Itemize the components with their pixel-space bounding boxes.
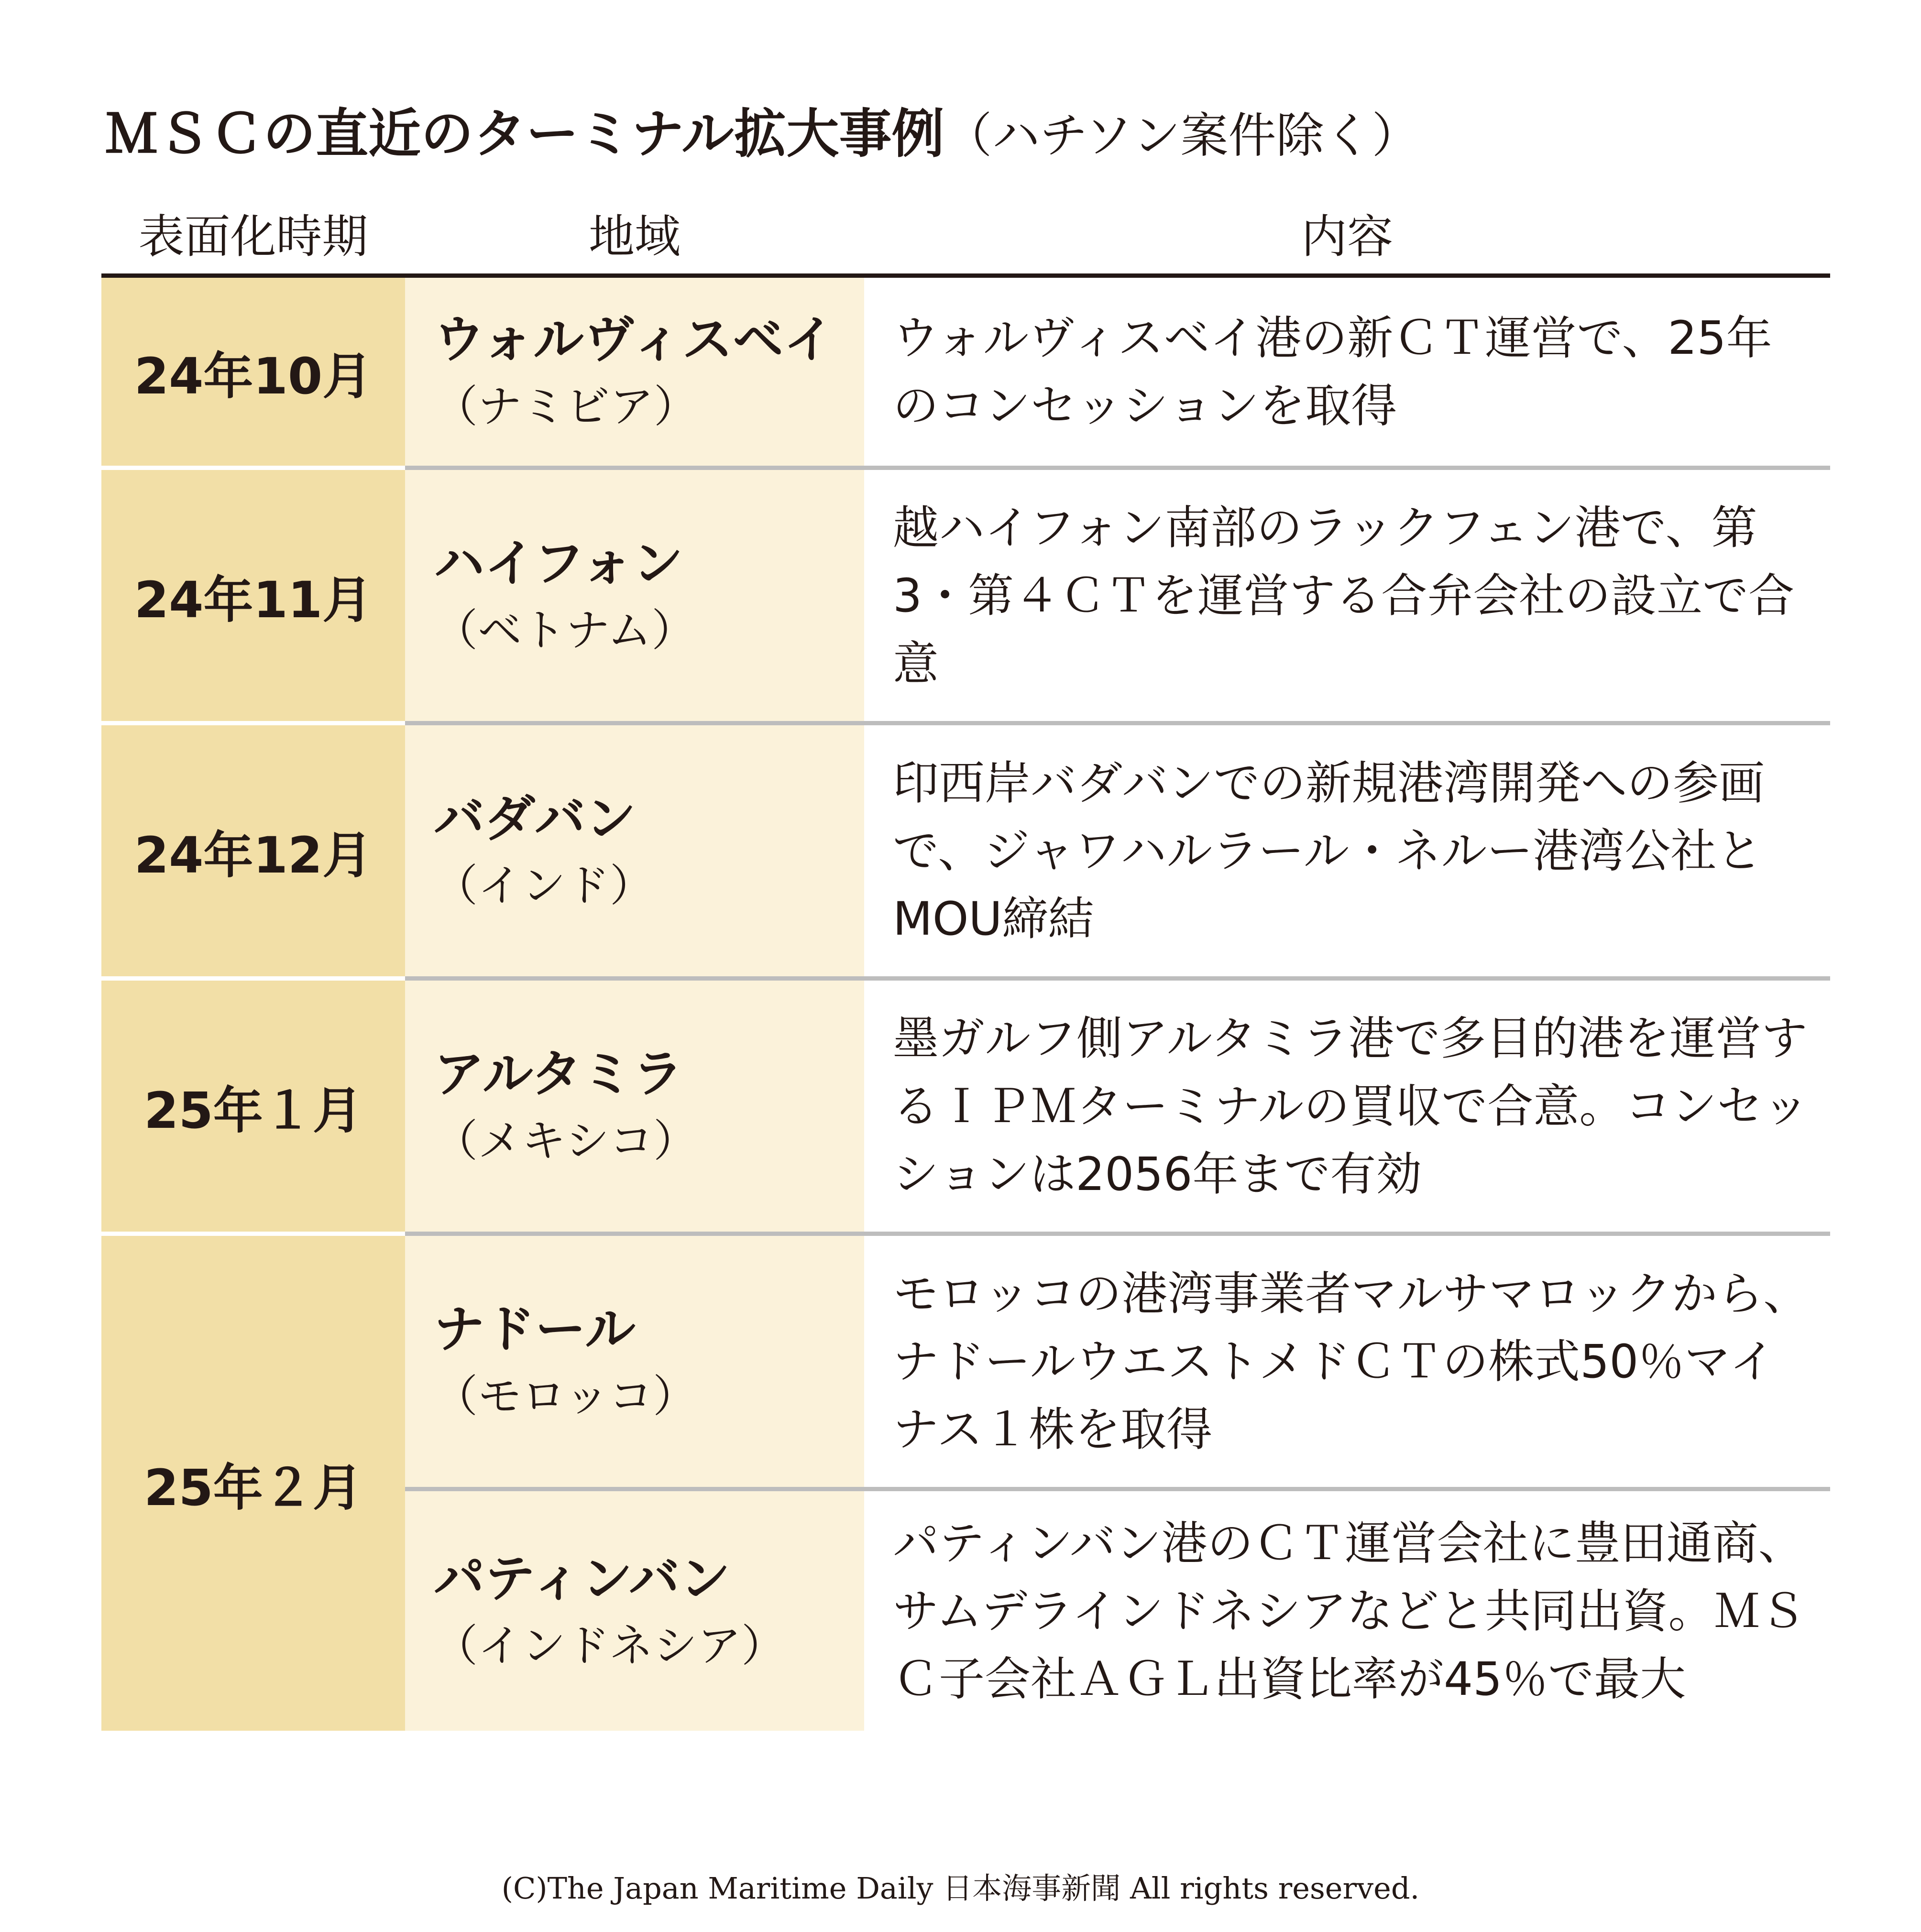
column-header-region: 地域 (589, 210, 681, 263)
table-row (101, 278, 1830, 466)
row-divider (101, 721, 405, 725)
row-divider (101, 976, 405, 981)
region-country: （ナミビア） (434, 381, 698, 432)
region-name: バダバン (434, 789, 636, 848)
content-text: 越ハイフォン南部のラックフェン港で、第3・第４ＣＴを運営する合弁会社の設立で合意 (893, 501, 1795, 690)
date-cell: 24年11月 (101, 470, 405, 721)
region-cell (405, 278, 864, 466)
row-divider (405, 976, 1830, 981)
region-country: （インドネシア） (434, 1620, 786, 1671)
region-cell (405, 981, 864, 1232)
row-divider (405, 1487, 1830, 1491)
region-name: アルタミラ (434, 1044, 683, 1103)
copyright-notice: (C)The Japan Maritime Daily 日本海事新聞 All rights reserved. (501, 1871, 1420, 1906)
content-cell (864, 981, 1830, 1232)
date-cell: 24年10月 (101, 278, 405, 466)
table-row (101, 1236, 1830, 1487)
page-title (105, 96, 1420, 174)
content-text: モロッコの港湾事業者マルサマロックから、ナドールウエストメドＣＴの株式50％マイナス１株を取得 (893, 1266, 1810, 1456)
region-name: ウォルヴィスベイ (434, 310, 834, 369)
content-cell (864, 1491, 1830, 1731)
table-row (101, 725, 1830, 976)
region-name: ナドール (434, 1299, 636, 1359)
row-divider (405, 466, 1830, 470)
title-main: ＭＳＣの直近のターミナル拡大事例 (105, 103, 944, 164)
region-country: （インド） (434, 860, 654, 911)
content-text: 印西岸バダバンでの新規港湾開発への参画で、ジャワハルラール・ネルー港湾公社とMOU締結 (893, 756, 1765, 946)
column-header-date: 表面化時期 (138, 210, 368, 263)
table-row (101, 981, 1830, 1232)
content-cell (864, 278, 1830, 466)
row-divider (405, 1232, 1830, 1236)
date-cell: 24年12月 (101, 725, 405, 976)
content-cell (864, 470, 1830, 721)
date-cell: 25年１月 (101, 981, 405, 1232)
region-country: （メキシコ） (434, 1115, 698, 1167)
region-cell (405, 725, 864, 976)
content-text: パティンバン港のＣＴ運営会社に豊田通商、サムデラインドネシアなどと共同出資。ＭＳＣ子会社ＡＧＬ出資比率が45％で最大 (893, 1516, 1806, 1706)
content-text: 墨ガルフ側アルタミラ港で多目的港を運営するＩＰＭターミナルの買収で合意。コンセッションは2056年まで有効 (893, 1011, 1809, 1201)
table-row (101, 1491, 1830, 1731)
content-cell (864, 1236, 1830, 1487)
row-divider (405, 721, 1830, 725)
table-row (101, 470, 1830, 721)
region-name: ハイフォン (434, 534, 683, 593)
region-cell (405, 470, 864, 721)
row-divider (101, 466, 405, 470)
region-cell (405, 1491, 864, 1731)
row-divider (101, 1232, 405, 1236)
content-cell (864, 725, 1830, 976)
region-country: （モロッコ） (434, 1370, 697, 1422)
terminal-expansion-table (101, 273, 1830, 1731)
column-header-content: 内容 (1301, 210, 1393, 263)
content-text: ウォルヴィスベイ港の新ＣＴ運営で、25年のコンセッションを取得 (893, 311, 1772, 433)
region-country: （ベトナム） (434, 604, 696, 656)
region-name: パティンバン (434, 1549, 731, 1608)
title-sub: （ハチソン案件除く） (944, 108, 1420, 164)
region-cell (405, 1236, 864, 1487)
date-cell: 25年２月 (101, 1236, 405, 1731)
